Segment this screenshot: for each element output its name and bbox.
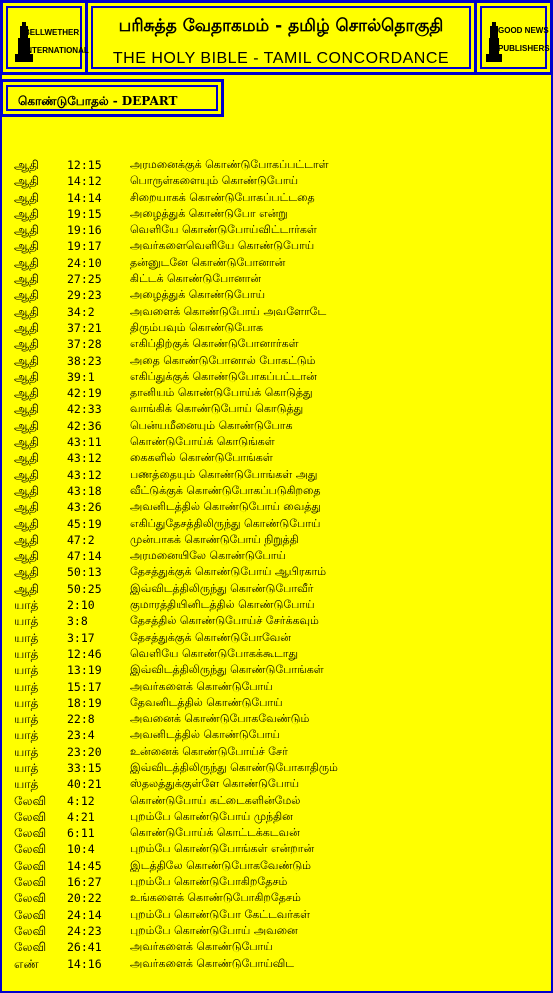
list-item [0, 597, 553, 613]
entry-ref: 19:16 [67, 223, 102, 238]
concordance-list [0, 157, 553, 972]
list-item [0, 679, 553, 695]
entry-book: யாத் [14, 695, 39, 710]
entry-ref: 4:12 [67, 793, 95, 808]
entry-ref: 43:18 [67, 483, 102, 498]
list-item [0, 222, 553, 238]
entry-book: யாத் [14, 614, 39, 629]
entry-ref: 6:11 [67, 826, 95, 841]
list-item [0, 907, 553, 923]
entry-text: பென்யமீனையும் கொண்டுபோக [130, 418, 293, 432]
entry-ref: 40:21 [67, 777, 102, 792]
entry-ref: 43:12 [67, 451, 102, 466]
list-item [0, 499, 553, 515]
list-item [0, 157, 553, 173]
entry-text: அழைத்துக் கொண்டுபோ என்று [130, 206, 288, 220]
entry-ref: 14:45 [67, 858, 102, 873]
list-item [0, 532, 553, 548]
list-item [0, 858, 553, 874]
entry-text: தன்னுடனே கொண்டுபோனான் [130, 255, 286, 269]
entry-ref: 14:12 [67, 174, 102, 189]
entry-ref: 43:12 [67, 467, 102, 482]
list-item [0, 336, 553, 352]
entry-text: தேசத்துக்குக் கொண்டுபோய் ஆபிரகாம் [130, 565, 327, 579]
list-item [0, 287, 553, 303]
entry-text: திரும்பவும் கொண்டுபோக [130, 320, 264, 334]
entry-ref: 19:17 [67, 239, 102, 254]
entry-ref: 10:4 [67, 842, 95, 857]
list-item [0, 662, 553, 678]
entry-text: அவளைக் கொண்டுபோய் அவளோடே [130, 304, 327, 318]
bellwether-logo [0, 0, 88, 75]
entry-book: லேவி [14, 858, 47, 873]
entry-text: அரமனைக்குக் கொண்டுபோகப்பட்டாள் [130, 158, 329, 171]
entry-text: தேசத்துக்குக் கொண்டுபோவேன் [130, 630, 291, 644]
entry-text: எகிப்துதேசத்திலிருந்து கொண்டுபோய் [130, 516, 321, 530]
list-item [0, 874, 553, 890]
entry-book: யாத் [14, 760, 39, 775]
entry-ref: 24:14 [67, 907, 102, 922]
entry-book: யாத் [14, 663, 39, 678]
heading-english: DEPART [121, 94, 178, 108]
entry-text: கொண்டுபோய்க் கொட்டக்கடவன் [130, 826, 300, 840]
entry-text: முன்பாகக் கொண்டுபோய் நிறுத்தி [130, 532, 299, 546]
entry-text: அவர்களைக் கொண்டுபோய்விட [130, 956, 295, 970]
entry-text: உங்களைக் கொண்டுபோகிறதேசம் [130, 891, 301, 905]
entry-ref: 37:21 [67, 320, 102, 335]
entry-book: ஆதி [14, 288, 40, 303]
entry-ref: 37:28 [67, 337, 102, 352]
entry-book: லேவி [14, 826, 47, 841]
entry-text: கைகளில் கொண்டுபோங்கள் [130, 451, 273, 465]
entry-ref: 24:10 [67, 255, 102, 270]
entry-text: வாங்கிக் கொண்டுபோய் கொடுத்து [130, 402, 304, 416]
entry-book: ஆதி [14, 549, 40, 564]
list-item [0, 418, 553, 434]
entry-book: ஆதி [14, 467, 40, 482]
entry-book: யாத் [14, 598, 39, 613]
list-item [0, 516, 553, 532]
list-item [0, 956, 553, 972]
entry-text: இவ்விடத்திலிருந்து கொண்டுபோவீர் [130, 581, 314, 595]
list-item [0, 760, 553, 776]
title-panel [88, 0, 474, 75]
entry-book: லேவி [14, 923, 47, 938]
entry-text: இவ்விடத்திலிருந்து கொண்டுபோகாதிரும் [130, 760, 338, 774]
entry-ref: 22:8 [67, 712, 95, 727]
entry-ref: 16:27 [67, 875, 102, 890]
entry-book: ஆதி [14, 223, 40, 238]
list-item [0, 727, 553, 743]
list-item [0, 744, 553, 760]
entry-text: அவர்களைக் கொண்டுபோய் [130, 679, 273, 693]
list-item [0, 695, 553, 711]
entry-ref: 26:41 [67, 940, 102, 955]
entry-ref: 2:10 [67, 598, 95, 613]
entry-ref: 47:14 [67, 549, 102, 564]
list-item [0, 841, 553, 857]
entry-book: யாத் [14, 777, 39, 792]
logo-line-1: GOOD NEWS [498, 26, 549, 35]
list-item [0, 890, 553, 906]
entry-book: ஆதி [14, 158, 40, 172]
entry-book: ஆதி [14, 190, 40, 205]
entry-text: தேவனிடத்தில் கொண்டுபோய் [130, 695, 283, 709]
entry-ref: 19:15 [67, 206, 102, 221]
entry-ref: 24:23 [67, 923, 102, 938]
entry-text: இடத்திலே கொண்டுபோகவேண்டும் [130, 858, 312, 872]
list-item [0, 304, 553, 320]
entry-text: அவனிடத்தில் கொண்டுபோய் [130, 728, 280, 742]
list-item [0, 923, 553, 939]
list-item [0, 646, 553, 662]
entry-text: அரமனையிலே கொண்டுபோய் [130, 549, 286, 563]
logo-line-2: PUBLISHERS [498, 44, 550, 53]
entry-book: யாத் [14, 744, 39, 759]
entry-ref: 12:46 [67, 646, 102, 661]
list-item [0, 711, 553, 727]
list-item [0, 483, 553, 499]
entry-ref: 34:2 [67, 304, 95, 319]
entry-ref: 12:15 [67, 158, 102, 172]
list-item [0, 548, 553, 564]
entry-text: வெளியே கொண்டுபோய்விட்டார்கள் [130, 223, 317, 237]
entry-ref: 13:19 [67, 663, 102, 678]
list-item [0, 630, 553, 646]
entry-ref: 43:26 [67, 500, 102, 515]
entry-text: அவர்களைவெளியே கொண்டுபோய் [130, 239, 315, 253]
entry-book: ஆதி [14, 206, 40, 221]
entry-book: லேவி [14, 940, 47, 955]
entry-book: ஆதி [14, 272, 40, 287]
entry-text: ஸ்தலத்துக்குள்ளே கொண்டுபோய் [130, 777, 300, 791]
entry-ref: 45:19 [67, 516, 102, 531]
list-item [0, 190, 553, 206]
entry-book: லேவி [14, 842, 47, 857]
entry-ref: 4:21 [67, 809, 95, 824]
list-item [0, 450, 553, 466]
entry-book: ஆதி [14, 320, 40, 335]
list-item [0, 271, 553, 287]
list-item [0, 434, 553, 450]
list-item [0, 173, 553, 189]
entry-text: புறம்பே கொண்டுபோ கேட்டவர்கள் [130, 907, 311, 921]
entry-book: ஆதி [14, 255, 40, 270]
entry-text: புறம்பே கொண்டுபோய் அவனை [130, 923, 298, 937]
entry-book: ஆதி [14, 581, 40, 596]
entry-ref: 50:25 [67, 581, 102, 596]
entry-text: அதை கொண்டுபோனால் போகட்டும் [130, 353, 316, 367]
entry-ref: 43:11 [67, 435, 102, 450]
logo-line-2: INTERNATIONAL [24, 46, 89, 55]
entry-book: லேவி [14, 891, 47, 906]
entry-book: ஆதி [14, 353, 40, 368]
entry-text: புறம்பே கொண்டுபோகிறதேசம் [130, 875, 288, 889]
entry-text: அவர்களைக் கொண்டுபோய் [130, 940, 273, 954]
entry-text: வீட்டுக்குக் கொண்டுபோகப்படுகிறதை [130, 483, 321, 497]
entry-book: யாத் [14, 712, 39, 727]
list-item [0, 369, 553, 385]
entry-ref: 33:15 [67, 760, 102, 775]
list-item [0, 809, 553, 825]
entry-ref: 27:25 [67, 272, 102, 287]
list-item [0, 238, 553, 254]
entry-text: அழைத்துக் கொண்டுபோய் [130, 288, 266, 302]
list-item [0, 206, 553, 222]
entry-ref: 14:16 [67, 956, 102, 971]
entry-ref: 42:36 [67, 418, 102, 433]
entry-text: பணத்தையும் கொண்டுபோங்கள் அது [130, 467, 318, 481]
list-item [0, 776, 553, 792]
entry-book: ஆதி [14, 369, 40, 384]
list-item [0, 793, 553, 809]
entry-text: சிறையாகக் கொண்டுபோகப்பட்டதை [130, 190, 315, 204]
entry-ref: 29:23 [67, 288, 102, 303]
entry-text: உன்னைக் கொண்டுபோய்ச் சேர் [130, 744, 288, 758]
list-item [0, 353, 553, 369]
list-item [0, 401, 553, 417]
heading-dash: - [112, 94, 118, 108]
entry-book: ஆதி [14, 500, 40, 515]
title-english: THE HOLY BIBLE - TAMIL CONCORDANCE [112, 50, 450, 67]
section-heading [0, 79, 224, 117]
entry-ref: 38:23 [67, 353, 102, 368]
heading-tamil: கொண்டுபோதல் [18, 94, 109, 108]
entry-text: வெளியே கொண்டுபோகக்கூடாது [130, 646, 299, 660]
list-item [0, 320, 553, 336]
entry-ref: 42:19 [67, 386, 102, 401]
entry-text: குமாரத்தியினிடத்தில் கொண்டுபோய் [130, 598, 315, 612]
entry-text: புறம்பே கொண்டுபோங்கள் என்றான் [130, 842, 315, 856]
entry-book: லேவி [14, 793, 47, 808]
entry-ref: 20:22 [67, 891, 102, 906]
goodnews-logo [474, 0, 553, 75]
entry-text: தேசத்தில் கொண்டுபோய்ச் சேர்க்கவும் [130, 614, 319, 628]
list-item [0, 467, 553, 483]
list-item [0, 825, 553, 841]
entry-book: யாத் [14, 646, 39, 661]
entry-ref: 42:33 [67, 402, 102, 417]
entry-ref: 50:13 [67, 565, 102, 580]
entry-text: கொண்டுபோய்க் கொடுங்கள் [130, 435, 275, 449]
entry-book: யாத் [14, 728, 39, 743]
entry-ref: 3:8 [67, 614, 88, 629]
entry-book: ஆதி [14, 402, 40, 417]
entry-book: ஆதி [14, 418, 40, 433]
entry-book: ஆதி [14, 174, 40, 189]
entry-ref: 23:20 [67, 744, 102, 759]
entry-book: லேவி [14, 907, 47, 922]
entry-book: ஆதி [14, 304, 40, 319]
list-item [0, 385, 553, 401]
entry-text: கிட்டக் கொண்டுபோனான் [130, 272, 262, 286]
entry-book: ஆதி [14, 451, 40, 466]
entry-text: கொண்டுபோய் கட்டைகளின்மேல் [130, 793, 301, 807]
entry-book: யாத் [14, 630, 39, 645]
entry-ref: 3:17 [67, 630, 95, 645]
entry-text: எகிப்துக்குக் கொண்டுபோகப்பட்டான் [130, 369, 317, 383]
entry-ref: 18:19 [67, 695, 102, 710]
entry-ref: 39:1 [67, 369, 95, 384]
entry-ref: 14:14 [67, 190, 102, 205]
entry-ref: 23:4 [67, 728, 95, 743]
entry-book: ஆதி [14, 532, 40, 547]
list-item [0, 613, 553, 629]
entry-book: யாத் [14, 679, 39, 694]
entry-book: ஆதி [14, 386, 40, 401]
entry-text: அவனைக் கொண்டுபோகவேண்டும் [130, 712, 310, 726]
entry-book: ஆதி [14, 516, 40, 531]
entry-book: ஆதி [14, 337, 40, 352]
entry-book: எண் [14, 956, 39, 971]
entry-book: ஆதி [14, 435, 40, 450]
entry-book: ஆதி [14, 483, 40, 498]
entry-text: இவ்விடத்திலிருந்து கொண்டுபோங்கள் [130, 663, 324, 677]
entry-book: லேவி [14, 875, 47, 890]
title-tamil: பரிசுத்த வேதாகமம் - தமிழ் சொல்தொகுதி [118, 16, 444, 36]
entry-ref: 15:17 [67, 679, 102, 694]
entry-text: தானியம் கொண்டுபோய்க் கொடுத்து [130, 386, 313, 400]
list-item [0, 581, 553, 597]
entry-text: எகிப்திற்குக் கொண்டுபோனார்கள் [130, 337, 299, 351]
entry-book: ஆதி [14, 239, 40, 254]
list-item [0, 939, 553, 955]
entry-text: பொருள்களையும் கொண்டுபோய் [130, 174, 299, 188]
entry-book: லேவி [14, 809, 47, 824]
entry-ref: 47:2 [67, 532, 95, 547]
entry-text: புறம்பே கொண்டுபோய் முந்தின [130, 809, 293, 823]
logo-line-1: BELLWETHER [24, 28, 80, 37]
list-item [0, 564, 553, 580]
list-item [0, 255, 553, 271]
entry-text: அவனிடத்தில் கொண்டுபோய் வைத்து [130, 500, 321, 514]
entry-book: ஆதி [14, 565, 40, 580]
